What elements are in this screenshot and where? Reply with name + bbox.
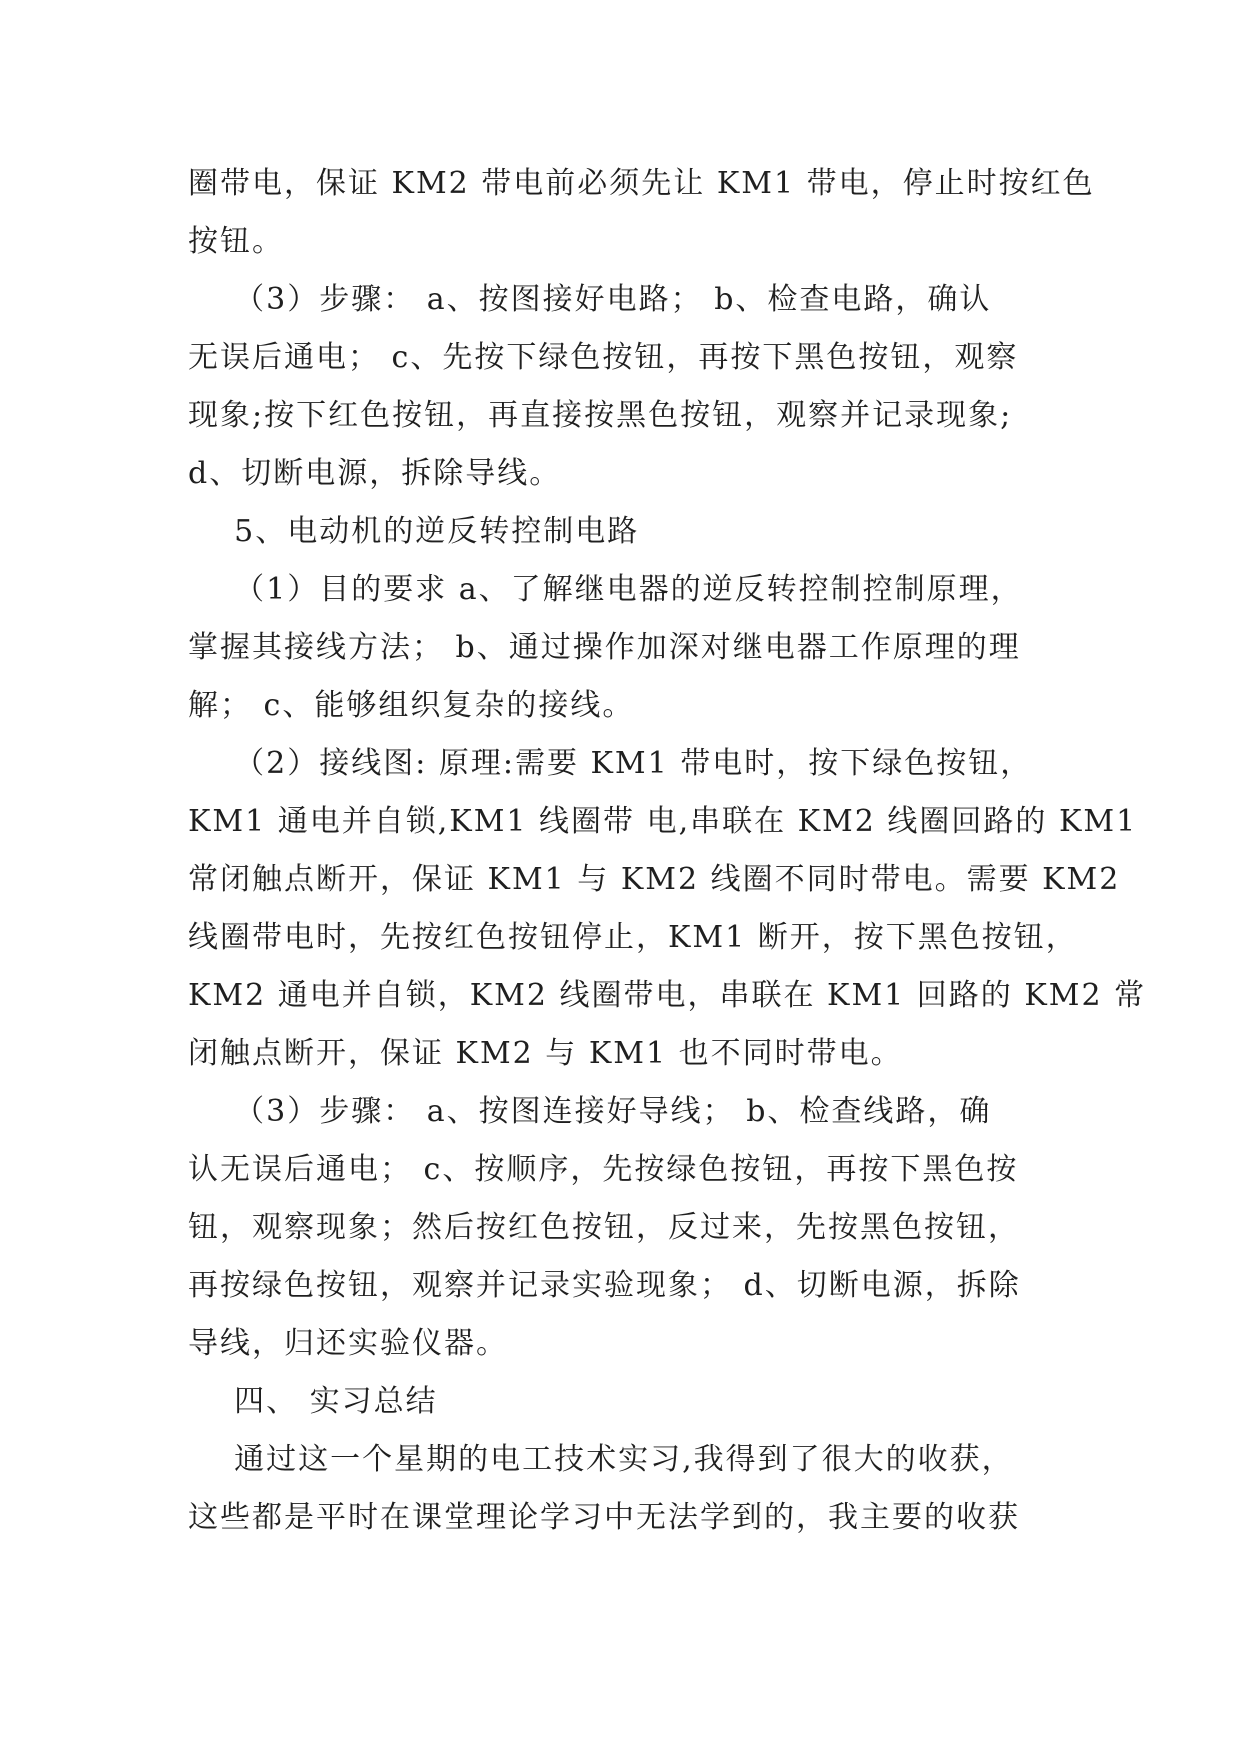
text-line: 常闭触点断开，保证 KM1 与 KM2 线圈不同时带电。需要 KM2 — [188, 862, 1121, 897]
text-line: （2）接线图: 原理:需要 KM1 带电时，按下绿色按钮， — [188, 746, 1033, 781]
text-line: KM1 通电并自锁,KM1 线圈带 电,串联在 KM2 线圈回路的 KM1 — [188, 804, 1138, 839]
text-line: 解； c、能够组织复杂的接线。 — [188, 688, 635, 723]
text-line: 圈带电，保证 KM2 带电前必须先让 KM1 带电，停止时按红色 — [188, 166, 1095, 201]
text-line: 按钮。 — [188, 224, 284, 259]
text-line: 这些都是平时在课堂理论学习中无法学到的，我主要的收获 — [188, 1500, 1020, 1535]
text-line: （3）步骤： a、按图连接好导线； b、检查线路，确 — [188, 1094, 992, 1129]
text-line: d、切断电源，拆除导线。 — [188, 456, 562, 491]
text-line: 线圈带电时，先按红色按钮停止，KM1 断开，按下黑色按钮， — [188, 920, 1078, 955]
text-line: 导线，归还实验仪器。 — [188, 1326, 508, 1361]
text-line: KM2 通电并自锁，KM2 线圈带电，串联在 KM1 回路的 KM2 常 — [188, 978, 1147, 1013]
text-line: 再按绿色按钮，观察并记录实验现象； d、切断电源，拆除 — [188, 1268, 1021, 1303]
body-text — [188, 155, 1147, 1547]
text-line: （1）目的要求 a、了解继电器的逆反转控制控制原理， — [188, 572, 1023, 607]
text-line: 闭触点断开，保证 KM2 与 KM1 也不同时带电。 — [188, 1036, 903, 1071]
text-line: 掌握其接线方法； b、通过操作加深对继电器工作原理的理 — [188, 630, 1021, 665]
text-line: 无误后通电； c、先按下绿色按钮，再按下黑色按钮，观察 — [188, 340, 1019, 375]
text-line: 认无误后通电； c、按顺序，先按绿色按钮，再按下黑色按 — [188, 1152, 1019, 1187]
section-heading: 四、 实习总结 — [188, 1384, 438, 1419]
text-line: 现象;按下红色按钮，再直接按黑色按钮，观察并记录现象; — [188, 398, 1013, 433]
text-line: （3）步骤： a、按图接好电路； b、检查电路，确认 — [188, 282, 992, 317]
text-line: 通过这一个星期的电工技术实习,我得到了很大的收获， — [188, 1442, 1014, 1477]
section-heading: 5、电动机的逆反转控制电路 — [188, 514, 640, 549]
text-line: 钮，观察现象；然后按红色按钮，反过来，先按黑色按钮， — [188, 1210, 1020, 1245]
